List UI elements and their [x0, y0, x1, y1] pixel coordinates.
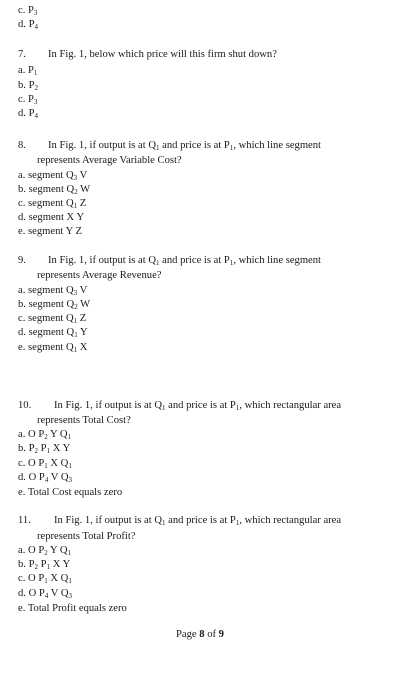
- text-run: Y Q: [47, 429, 68, 440]
- text-run: Y Q: [47, 545, 68, 556]
- option-letter: c.: [18, 5, 26, 16]
- text-run: represents Average Revenue?: [37, 270, 162, 281]
- subscript: 3: [33, 9, 38, 17]
- subscript: 1: [44, 577, 48, 585]
- subscript: 1: [73, 317, 78, 325]
- question-number: 9.: [18, 255, 26, 266]
- answer-option: [18, 472, 72, 484]
- subscript: 4: [34, 112, 39, 120]
- option-letter: d.: [18, 472, 26, 483]
- answer-option: [18, 299, 90, 311]
- question-stem: [48, 140, 321, 152]
- option-letter: b.: [18, 443, 26, 454]
- text-run: O P: [28, 545, 45, 556]
- question-number: 7.: [18, 49, 26, 60]
- page-total: 9: [218, 629, 224, 640]
- text-run: In Fig. 1, below which price will this firm shut down?: [48, 49, 277, 60]
- answer-option: [18, 429, 71, 441]
- text-run: segment Q: [28, 198, 74, 209]
- text-run: P: [28, 443, 35, 454]
- option-letter: a.: [18, 170, 26, 181]
- text-run: , which line segment: [233, 255, 322, 266]
- option-letter: c.: [18, 94, 26, 105]
- text-run: W: [77, 184, 91, 195]
- text-run: , which rectangular area: [239, 400, 342, 411]
- option-letter: a.: [18, 65, 26, 76]
- question-number: 8.: [18, 140, 26, 151]
- answer-option: [18, 285, 87, 297]
- text-run: O P: [28, 429, 45, 440]
- text-run: represents Average Variable Cost?: [37, 155, 182, 166]
- text-run: , which line segment: [233, 140, 322, 151]
- answer-option: [18, 170, 87, 182]
- answer-option: [18, 212, 84, 224]
- text-run: P: [28, 80, 35, 91]
- subscript: 2: [74, 188, 78, 196]
- answer-option: [18, 108, 38, 120]
- option-letter: b.: [18, 184, 26, 195]
- option-letter: b.: [18, 299, 26, 310]
- question-number: 11.: [18, 515, 31, 526]
- subscript: 1: [68, 577, 72, 585]
- text-run: and price is at P: [159, 255, 230, 266]
- answer-option: [18, 327, 88, 339]
- option-letter: d.: [18, 212, 26, 223]
- text-run: P: [38, 443, 47, 454]
- answer-option: [18, 184, 90, 196]
- option-letter: c.: [18, 458, 26, 469]
- text-run: segment Q: [28, 184, 75, 195]
- text-run: P: [28, 108, 35, 119]
- text-run: segment Q: [28, 285, 74, 296]
- text-run: W: [77, 299, 91, 310]
- subscript: 1: [73, 202, 78, 210]
- subscript: 4: [44, 592, 49, 600]
- text-run: Y: [77, 327, 88, 338]
- page-footer: [176, 629, 224, 641]
- answer-option: [18, 313, 86, 325]
- subscript: 1: [46, 447, 51, 455]
- text-run: O P: [28, 458, 45, 469]
- subscript: 3: [68, 592, 73, 600]
- option-letter: d.: [18, 19, 26, 30]
- page-of: of: [204, 629, 219, 640]
- text-run: In Fig. 1, if output is at Q: [54, 515, 162, 526]
- text-run: P: [28, 559, 35, 570]
- question-stem: [37, 155, 182, 167]
- page-label: Page: [176, 629, 200, 640]
- answer-option: [18, 80, 38, 92]
- text-run: segment Q: [28, 342, 74, 353]
- subscript: 1: [73, 346, 78, 354]
- text-run: P: [28, 94, 34, 105]
- subscript: 1: [46, 563, 51, 571]
- option-letter: e.: [18, 226, 26, 237]
- answer-option: [18, 443, 70, 455]
- text-run: and price is at P: [159, 140, 230, 151]
- subscript: 2: [44, 549, 48, 557]
- option-letter: b.: [18, 559, 26, 570]
- answer-option: [18, 19, 38, 31]
- answer-option: [18, 198, 86, 210]
- option-letter: a.: [18, 285, 26, 296]
- text-run: segment Q: [28, 313, 74, 324]
- text-run: O P: [28, 588, 45, 599]
- text-run: Total Cost equals zero: [27, 487, 123, 498]
- subscript: 4: [44, 476, 49, 484]
- option-letter: e.: [18, 487, 26, 498]
- text-run: X Q: [47, 458, 69, 469]
- option-letter: c.: [18, 198, 26, 209]
- text-run: represents Total Cost?: [37, 415, 131, 426]
- subscript: 2: [34, 84, 39, 92]
- subscript: 1: [162, 404, 166, 412]
- question-stem: [48, 49, 277, 61]
- answer-option: [18, 458, 72, 470]
- text-run: X: [77, 342, 88, 353]
- question-stem: [54, 515, 341, 527]
- subscript: 1: [235, 519, 240, 527]
- text-run: segment Y Z: [28, 226, 82, 237]
- subscript: 2: [44, 433, 48, 441]
- text-run: In Fig. 1, if output is at Q: [54, 400, 162, 411]
- subscript: 1: [67, 549, 72, 557]
- option-letter: a.: [18, 429, 26, 440]
- answer-option: [18, 5, 37, 17]
- text-run: segment Q: [28, 170, 74, 181]
- option-letter: e.: [18, 603, 26, 614]
- subscript: 3: [68, 476, 73, 484]
- text-run: segment Q: [28, 327, 75, 338]
- subscript: 2: [34, 447, 39, 455]
- answer-option: [18, 65, 37, 77]
- subscript: 4: [34, 23, 39, 31]
- text-run: segment X Y: [28, 212, 85, 223]
- text-run: and price is at P: [165, 515, 236, 526]
- text-run: X Y: [50, 443, 71, 454]
- text-run: In Fig. 1, if output is at Q: [48, 140, 156, 151]
- text-run: V: [77, 285, 88, 296]
- subscript: 1: [162, 519, 166, 527]
- option-letter: d.: [18, 108, 26, 119]
- option-letter: e.: [18, 342, 26, 353]
- text-run: O P: [28, 472, 45, 483]
- text-run: represents Total Profit?: [37, 531, 136, 542]
- text-run: segment Q: [28, 299, 75, 310]
- text-run: P: [28, 5, 34, 16]
- option-letter: d.: [18, 588, 26, 599]
- option-letter: c.: [18, 573, 26, 584]
- subscript: 1: [156, 259, 160, 267]
- subscript: 1: [67, 433, 72, 441]
- subscript: 3: [73, 289, 78, 297]
- answer-option: [18, 559, 70, 571]
- answer-option: [18, 588, 72, 600]
- text-run: Total Profit equals zero: [27, 603, 127, 614]
- subscript: 1: [156, 144, 160, 152]
- subscript: 1: [229, 259, 234, 267]
- answer-option: [18, 94, 37, 106]
- subscript: 1: [33, 69, 38, 77]
- question-stem: [37, 270, 162, 282]
- text-run: In Fig. 1, if output is at Q: [48, 255, 156, 266]
- subscript: 1: [44, 462, 48, 470]
- option-letter: a.: [18, 545, 26, 556]
- question-number: 10.: [18, 400, 32, 411]
- subscript: 3: [73, 174, 78, 182]
- subscript: 1: [235, 404, 240, 412]
- text-run: and price is at P: [165, 400, 236, 411]
- subscript: 1: [68, 462, 72, 470]
- text-run: X Y: [50, 559, 71, 570]
- text-run: Z: [77, 313, 87, 324]
- subscript: 2: [34, 563, 39, 571]
- text-run: O P: [28, 573, 45, 584]
- subscript: 3: [33, 98, 38, 106]
- text-run: Z: [77, 198, 87, 209]
- answer-option: [18, 226, 82, 238]
- answer-option: [18, 545, 71, 557]
- answer-option: [18, 342, 87, 354]
- answer-option: [18, 487, 122, 499]
- text-run: P: [28, 19, 35, 30]
- option-letter: b.: [18, 80, 26, 91]
- option-letter: c.: [18, 313, 26, 324]
- text-run: P: [38, 559, 47, 570]
- text-run: V: [77, 170, 88, 181]
- answer-option: [18, 573, 72, 585]
- question-stem: [37, 415, 131, 427]
- text-run: V Q: [48, 588, 69, 599]
- text-run: X Q: [47, 573, 69, 584]
- text-run: V Q: [48, 472, 69, 483]
- text-run: P: [28, 65, 34, 76]
- text-run: , which rectangular area: [239, 515, 342, 526]
- option-letter: d.: [18, 327, 26, 338]
- subscript: 1: [74, 331, 78, 339]
- page-current: 8: [199, 629, 205, 640]
- question-stem: [37, 531, 136, 543]
- question-stem: [48, 255, 321, 267]
- answer-option: [18, 603, 127, 615]
- subscript: 2: [74, 303, 78, 311]
- question-stem: [54, 400, 341, 412]
- subscript: 1: [229, 144, 234, 152]
